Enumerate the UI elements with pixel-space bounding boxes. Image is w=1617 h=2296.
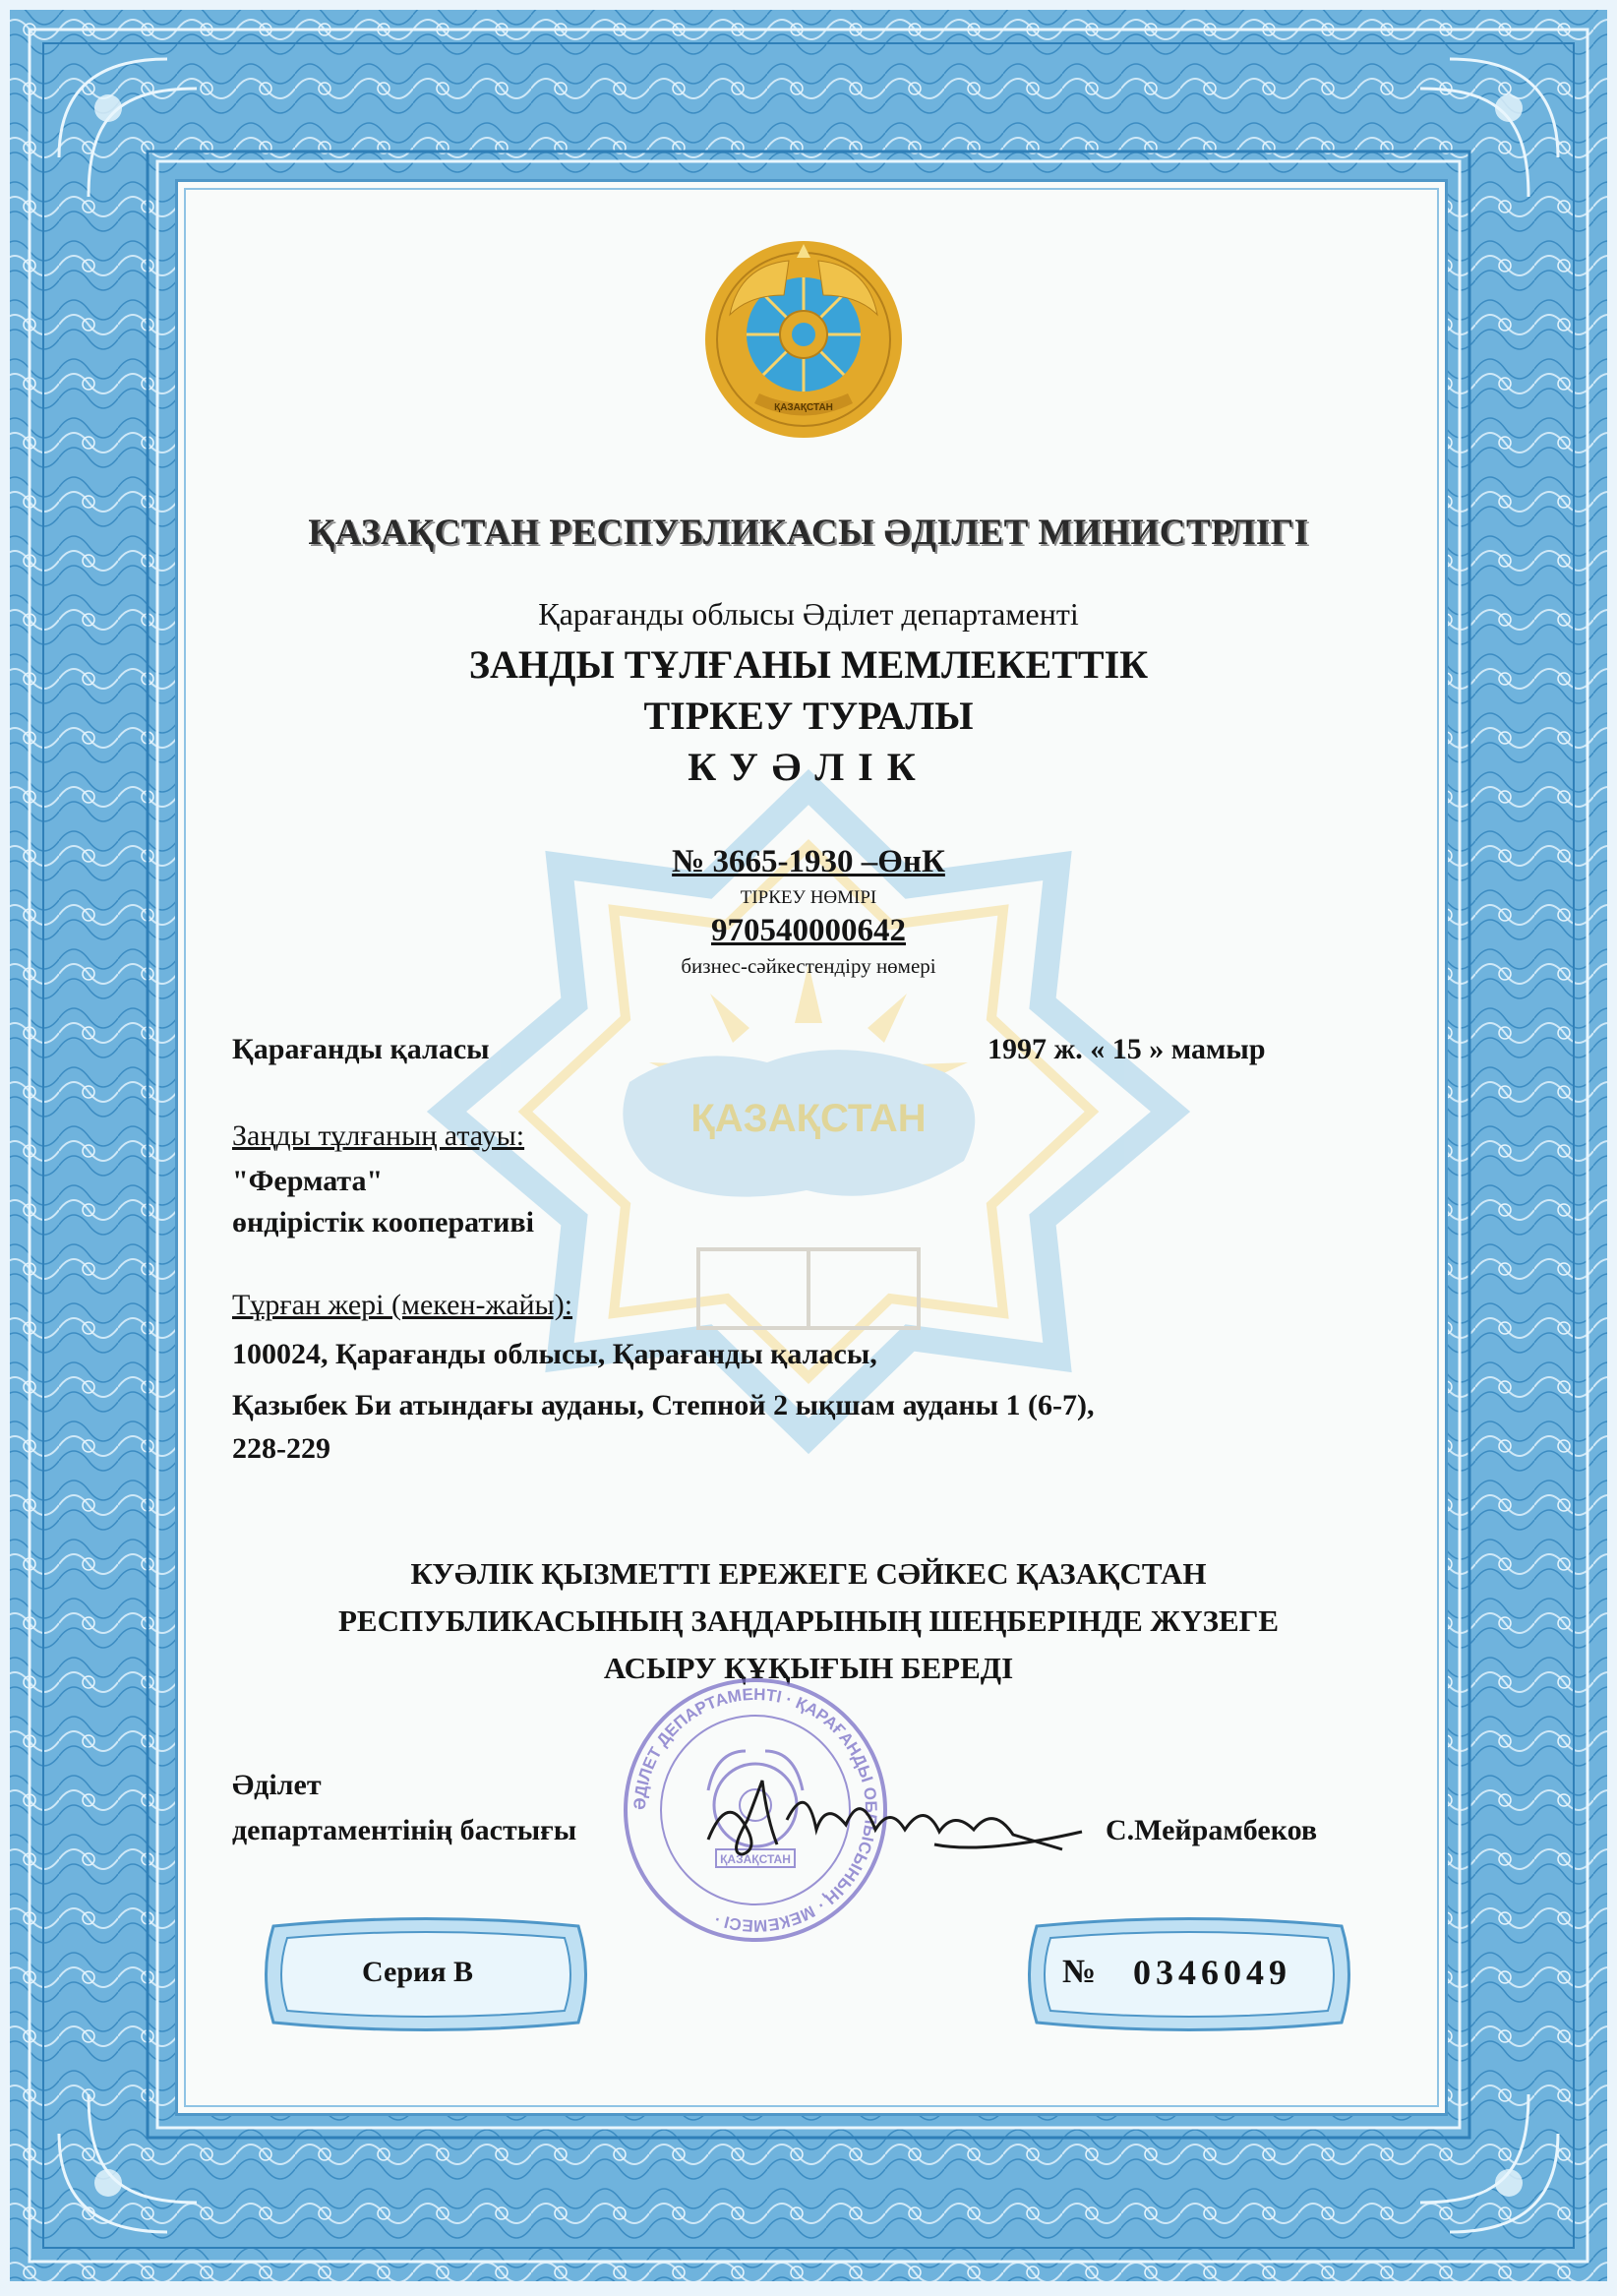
department-name: Қарағанды облысы Әділет департаменті — [538, 596, 1079, 632]
signatory-name: С.Мейрамбеков — [1106, 1814, 1318, 1846]
address-line-2: Қазыбек Би атындағы ауданы, Степной 2 ықшам ауданы 1 (6-7), — [232, 1389, 1095, 1421]
address-label: Тұрған жері (мекен-жайы): — [232, 1289, 573, 1321]
registration-number-caption: ТІРКЕУ НӨМІРІ — [740, 887, 877, 908]
series-label: Серия В — [362, 1956, 474, 1988]
seal-ring-text: ӘДІЛЕТ ДЕПАРТАМЕНТІ · ҚАРАҒАНДЫ ОБЛЫСЫНЫҢ · МЕКЕМЕСІ · — [629, 1684, 881, 1936]
grant-statement-line-2: РЕСПУБЛИКАСЫНЫҢ ЗАҢДАРЫНЫҢ ШЕҢБЕРІНДЕ ЖҮЗЕГЕ — [337, 1603, 1280, 1638]
certificate-title-line-3: КУӘЛІК — [688, 745, 929, 789]
certificate-title-line-1: ЗАНДЫ ТҰЛҒАНЫ МЕМЛЕКЕТТІК — [468, 642, 1149, 687]
business-id-caption: бизнес-сәйкестендіру нөмері — [681, 954, 936, 978]
certificate-title-line-2: ТІРКЕУ ТУРАЛЫ — [643, 694, 974, 738]
ministry-title: ҚАЗАҚСТАН РЕСПУБЛИКАСЫ ӘДІЛЕТ МИНИСТРЛІГІ — [308, 513, 1309, 553]
certificate-number: 0346049 — [1133, 1953, 1291, 1992]
certificate-number-label: № — [1062, 1954, 1097, 1990]
entity-name-label: Заңды тұлғаның атауы: — [232, 1119, 525, 1152]
issue-date: 1997 ж. « 15 » мамыр — [988, 1033, 1266, 1065]
signatory-role-line-2: департаментінің бастығы — [232, 1814, 577, 1846]
registration-number: № 3665-1930 –ӨнК — [672, 844, 945, 879]
issue-city: Қарағанды қаласы — [232, 1033, 490, 1065]
business-id-number: 970540000642 — [711, 913, 906, 948]
emblem-text: ҚАЗАҚСТАН — [774, 402, 833, 413]
address-line-3: 228-229 — [232, 1432, 330, 1465]
grant-statement-line-3: АСЫРУ ҚҰҚЫҒЫН БЕРЕДІ — [603, 1651, 1014, 1685]
handwritten-signature — [689, 1761, 1102, 1869]
grant-statement-line-1: КУӘЛІК ҚЫЗМЕТТІ ЕРЕЖЕГЕ СӘЙКЕС ҚАЗАҚСТАН — [410, 1556, 1207, 1591]
entity-name-line-1: "Фермата" — [232, 1165, 384, 1197]
seal-center-text: ҚАЗАҚСТАН — [720, 1852, 791, 1866]
watermark-text: ҚАЗАҚСТАН — [690, 1097, 927, 1140]
entity-name-line-2: өндірістік кооперативі — [232, 1206, 534, 1239]
signatory-role-line-1: Әділет — [232, 1769, 322, 1801]
address-line-1: 100024, Қарағанды облысы, Қарағанды қаласы, — [232, 1338, 877, 1370]
state-emblem-icon — [700, 236, 907, 443]
